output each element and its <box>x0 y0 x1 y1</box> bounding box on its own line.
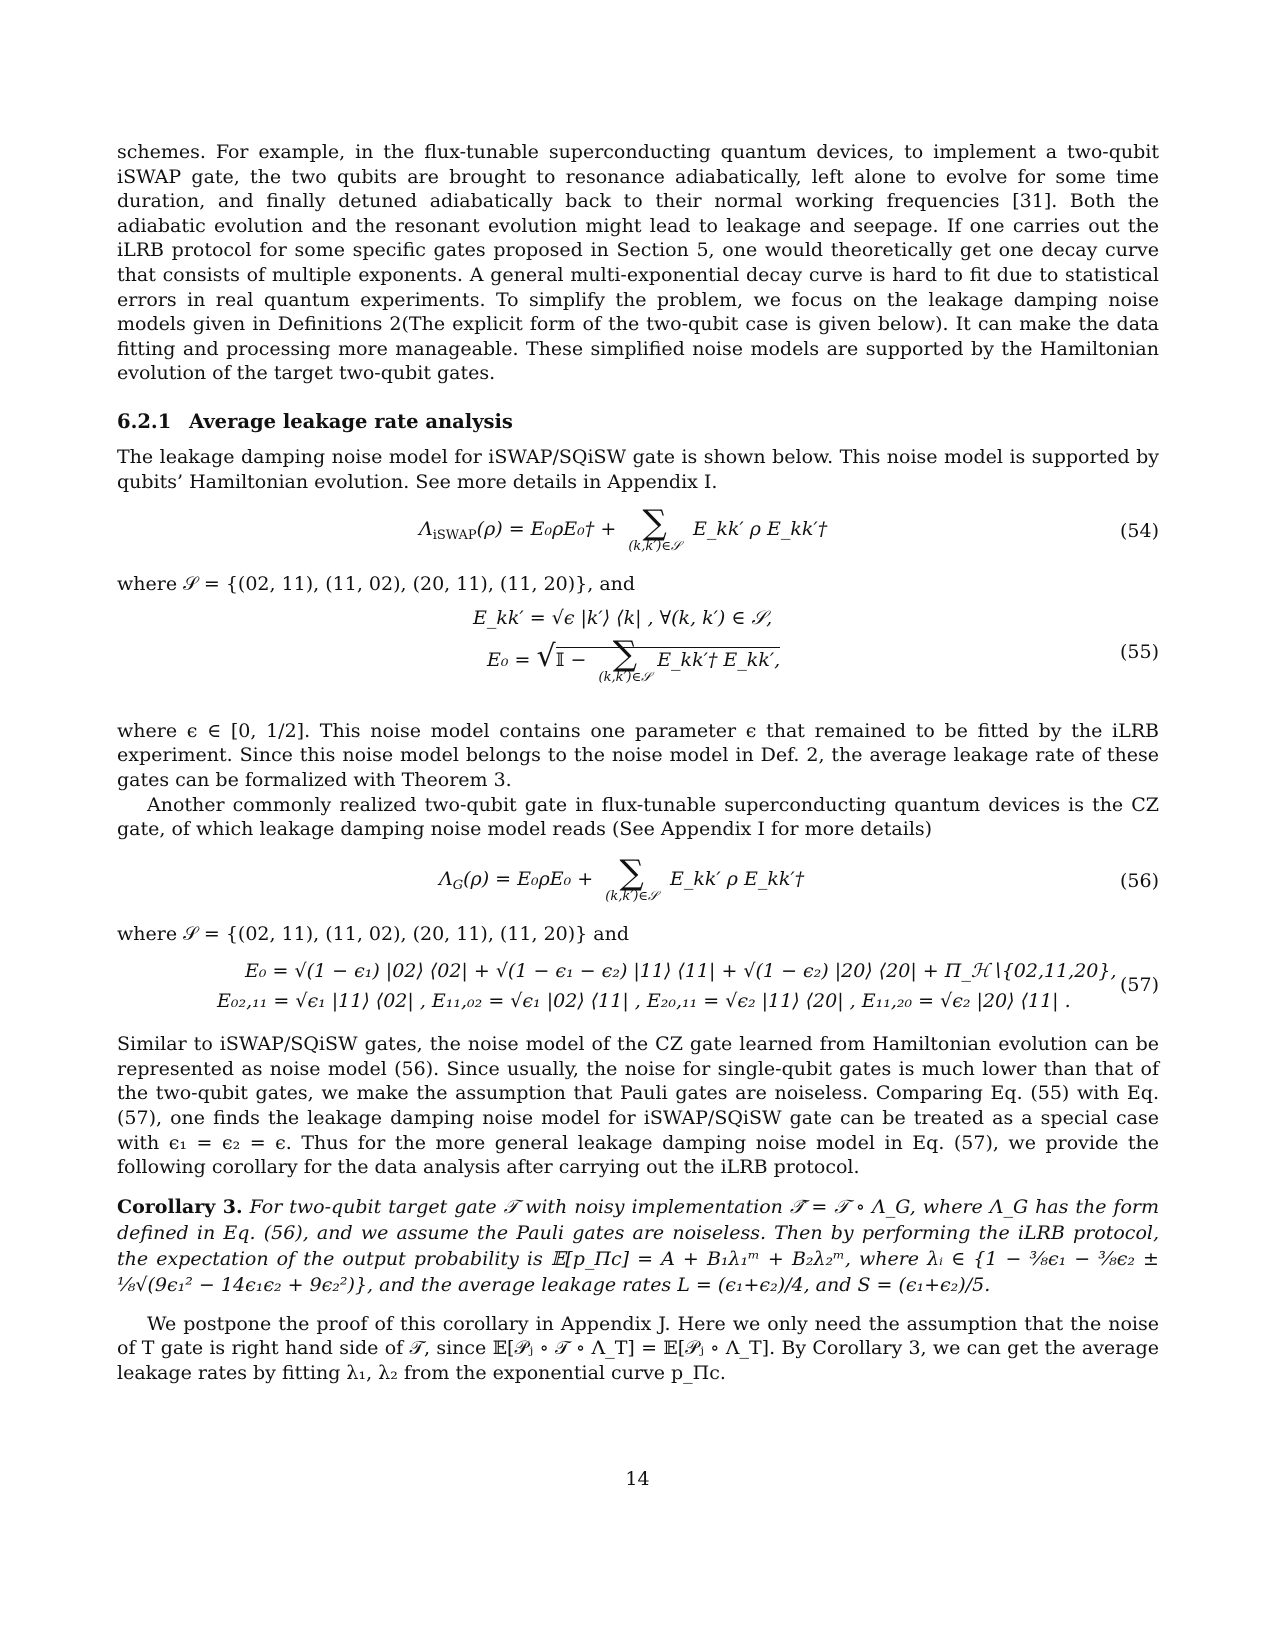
page-number: 14 <box>625 1468 650 1490</box>
eq56-lhs-sub: G <box>452 877 464 893</box>
section-number: 6.2.1 <box>117 409 172 433</box>
corollary-text-1: For two-qubit target gate 𝒯 with noisy implementation 𝒯̂ = 𝒯 ∘ Λ_G, where Λ_G has the form defined in Eq. (56), and we assume the Pauli gates are noiseless. Then by performing the iLRB protocol, the expectation of the output probability is 𝔼[p_Πc] = A + B₁λ₁ᵐ + B₂λ₂ᵐ, where λᵢ ∈ <box>117 1195 1159 1270</box>
equation-54 <box>117 502 1159 568</box>
eq56-lhs: Λ <box>439 867 453 890</box>
eq56-tail: E_kk′ ρ E_kk′† <box>670 867 805 890</box>
eq56-sum-limit: (k,k′)∈𝒮 <box>605 888 658 904</box>
equation-55: E_kk′ = √ϵ |k′⟩ ⟨k| , ∀(k, k′) ∈ 𝒮, E₀ = √𝕀 − ∑ (k,k′)∈𝒮 E_kk′† E_kk′, (55) <box>473 606 1159 685</box>
eq56-sum: ∑ (k,k′)∈𝒮 <box>605 852 658 904</box>
eq54-number: (54) <box>1119 520 1159 543</box>
paragraph-cz-gate: Another commonly realized two-qubit gate in flux-tunable superconducting quantum devices is the CZ gate, of which leakage damping noise model reads (See Appendix I for more details) <box>117 793 1159 841</box>
eq55-sum: ∑ (k,k′)∈𝒮 <box>598 633 652 685</box>
corollary-text-2: , and the average leakage rates L = (ϵ₁+ϵ₂)/4, and S = (ϵ₁+ϵ₂)/5. <box>367 1273 991 1296</box>
page-content <box>117 140 1159 1386</box>
where-set-1: where 𝒮 = {(02, 11), (11, 02), (20, 11), (11, 20)}, and <box>117 573 636 596</box>
section-title: Average leakage rate analysis <box>189 409 513 433</box>
eq55-number: (55) <box>1119 640 1159 663</box>
equation-56 <box>117 852 1159 918</box>
eq57-number: (57) <box>1119 974 1159 997</box>
eq55-sum-limit: (k,k′)∈𝒮 <box>598 669 652 685</box>
eq55-line1: E_kk′ = √ϵ |k′⟩ ⟨k| , ∀(k, k′) ∈ 𝒮, <box>473 606 773 629</box>
section-heading <box>117 410 1159 433</box>
eq54-tail: E_kk′ ρ E_kk′† <box>693 518 828 541</box>
corollary-head: Corollary 3. <box>117 1195 243 1218</box>
paragraph-noise-model-iswap: The leakage damping noise model for iSWAP/SQiSW gate is shown below. This noise model is supported by qubits’ Hamiltonian evolution. See more details in Appendix I. <box>117 445 1159 493</box>
eq55-line2-lhs: E₀ = <box>487 648 537 671</box>
equation-57 <box>117 956 1159 1032</box>
eq57-line2: E₀₂,₁₁ = √ϵ₁ |11⟩ ⟨02| , E₁₁,₀₂ = √ϵ₁ |02⟩ ⟨11| , E₂₀,₁₁ = √ϵ₂ |11⟩ ⟨20| , E₁₁,₂₀ = √ϵ₂ |20⟩ ⟨11| . <box>217 990 1071 1013</box>
eq54-rest: (ρ) = E₀ρE₀† + <box>476 518 617 541</box>
corollary-3 <box>117 1194 1159 1298</box>
eq55-line2-body: 𝕀 − <box>555 648 593 671</box>
eq55-line2-tail: E_kk′† E_kk′, <box>657 648 781 671</box>
paragraph-proof-postponed: We postpone the proof of this corollary in Appendix J. Here we only need the assumption that the noise of T gate is right hand side of 𝒯, since 𝔼[𝒫ⱼ ∘ 𝒯 ∘ Λ_T] = 𝔼[𝒫ⱼ ∘ Λ_T]. By Corollary 3, we can get the average leakage rates by fitting λ₁, λ₂ from the exponential curve p_Πc. <box>117 1312 1159 1385</box>
paragraph-epsilon-range: where ϵ ∈ [0, 1/2]. This noise model contains one parameter ϵ that remained to be fitted by the iLRB experiment. Since this noise model belongs to the noise model in Def. 2, the average leakage rate of these gates can be formalized with Theorem 3. <box>117 719 1159 791</box>
corollary-eigenvalue-set: {1 − ³⁄₈ϵ₁ − ³⁄₈ϵ₂ ± ¹⁄₈√(9ϵ₁² − 14ϵ₁ϵ₂ + 9ϵ₂²)} <box>117 1247 1159 1296</box>
eq57-line1: E₀ = √(1 − ϵ₁) |02⟩ ⟨02| + √(1 − ϵ₁ − ϵ₂) |11⟩ ⟨11| + √(1 − ϵ₂) |20⟩ ⟨20| + Π_ℋ∖{02,11,20}, <box>245 960 1117 983</box>
eq54-sum-limit: (k,k′)∈𝒮 <box>628 539 681 555</box>
eq56-rest: (ρ) = E₀ρE₀ + <box>463 867 594 890</box>
eq54-lhs-sub: iSWAP <box>432 528 477 544</box>
where-set-2: where 𝒮 = {(02, 11), (11, 02), (20, 11), (11, 20)} and <box>117 922 630 945</box>
eq56-number: (56) <box>1119 869 1159 892</box>
paragraph-similar-to-iswap: Similar to iSWAP/SQiSW gates, the noise model of the CZ gate learned from Hamiltonian evolution can be represented as noise model (56). Since usually, the noise for single-qubit gates is much lower than that of the two-qubit gates, we make the assumption that Pauli gates are noiseless. Comparing Eq. (55) with Eq. (57), one finds the leakage damping noise model for iSWAP/SQiSW gate can be treated as a special case with ϵ₁ = ϵ₂ = ϵ. Thus for the more general leakage damping noise model in Eq. (57), we provide the following corollary for the data analysis after carrying out the iLRB protocol. <box>117 1033 1159 1179</box>
eq54-sum: ∑ (k,k′)∈𝒮 <box>628 503 681 555</box>
intro-paragraph: schemes. For example, in the flux-tunable superconducting quantum devices, to implement a two-qubit iSWAP gate, the two qubits are brought to resonance adiabatically, left alone to evolve for some time duration, and finally detuned adiabatically back to their normal working frequencies [31]. Both the adiabatic evolution and the resonant evolution might lead to leakage and seepage. If one carries out the iLRB protocol for some specific gates proposed in Section 5, one would theoretically get one decay curve that consists of multiple exponents. A general multi-exponential decay curve is hard to fit due to statistical errors in real quantum experiments. To simplify the problem, we focus on the leakage damping noise models given in Definitions 2(The explicit form of the two-qubit case is given below). It can make the data fitting and processing more manageable. These simplified noise models are supported by the Hamiltonian evolution of the target two-qubit gates. <box>117 141 1159 385</box>
eq54-lhs: Λ <box>419 518 433 541</box>
